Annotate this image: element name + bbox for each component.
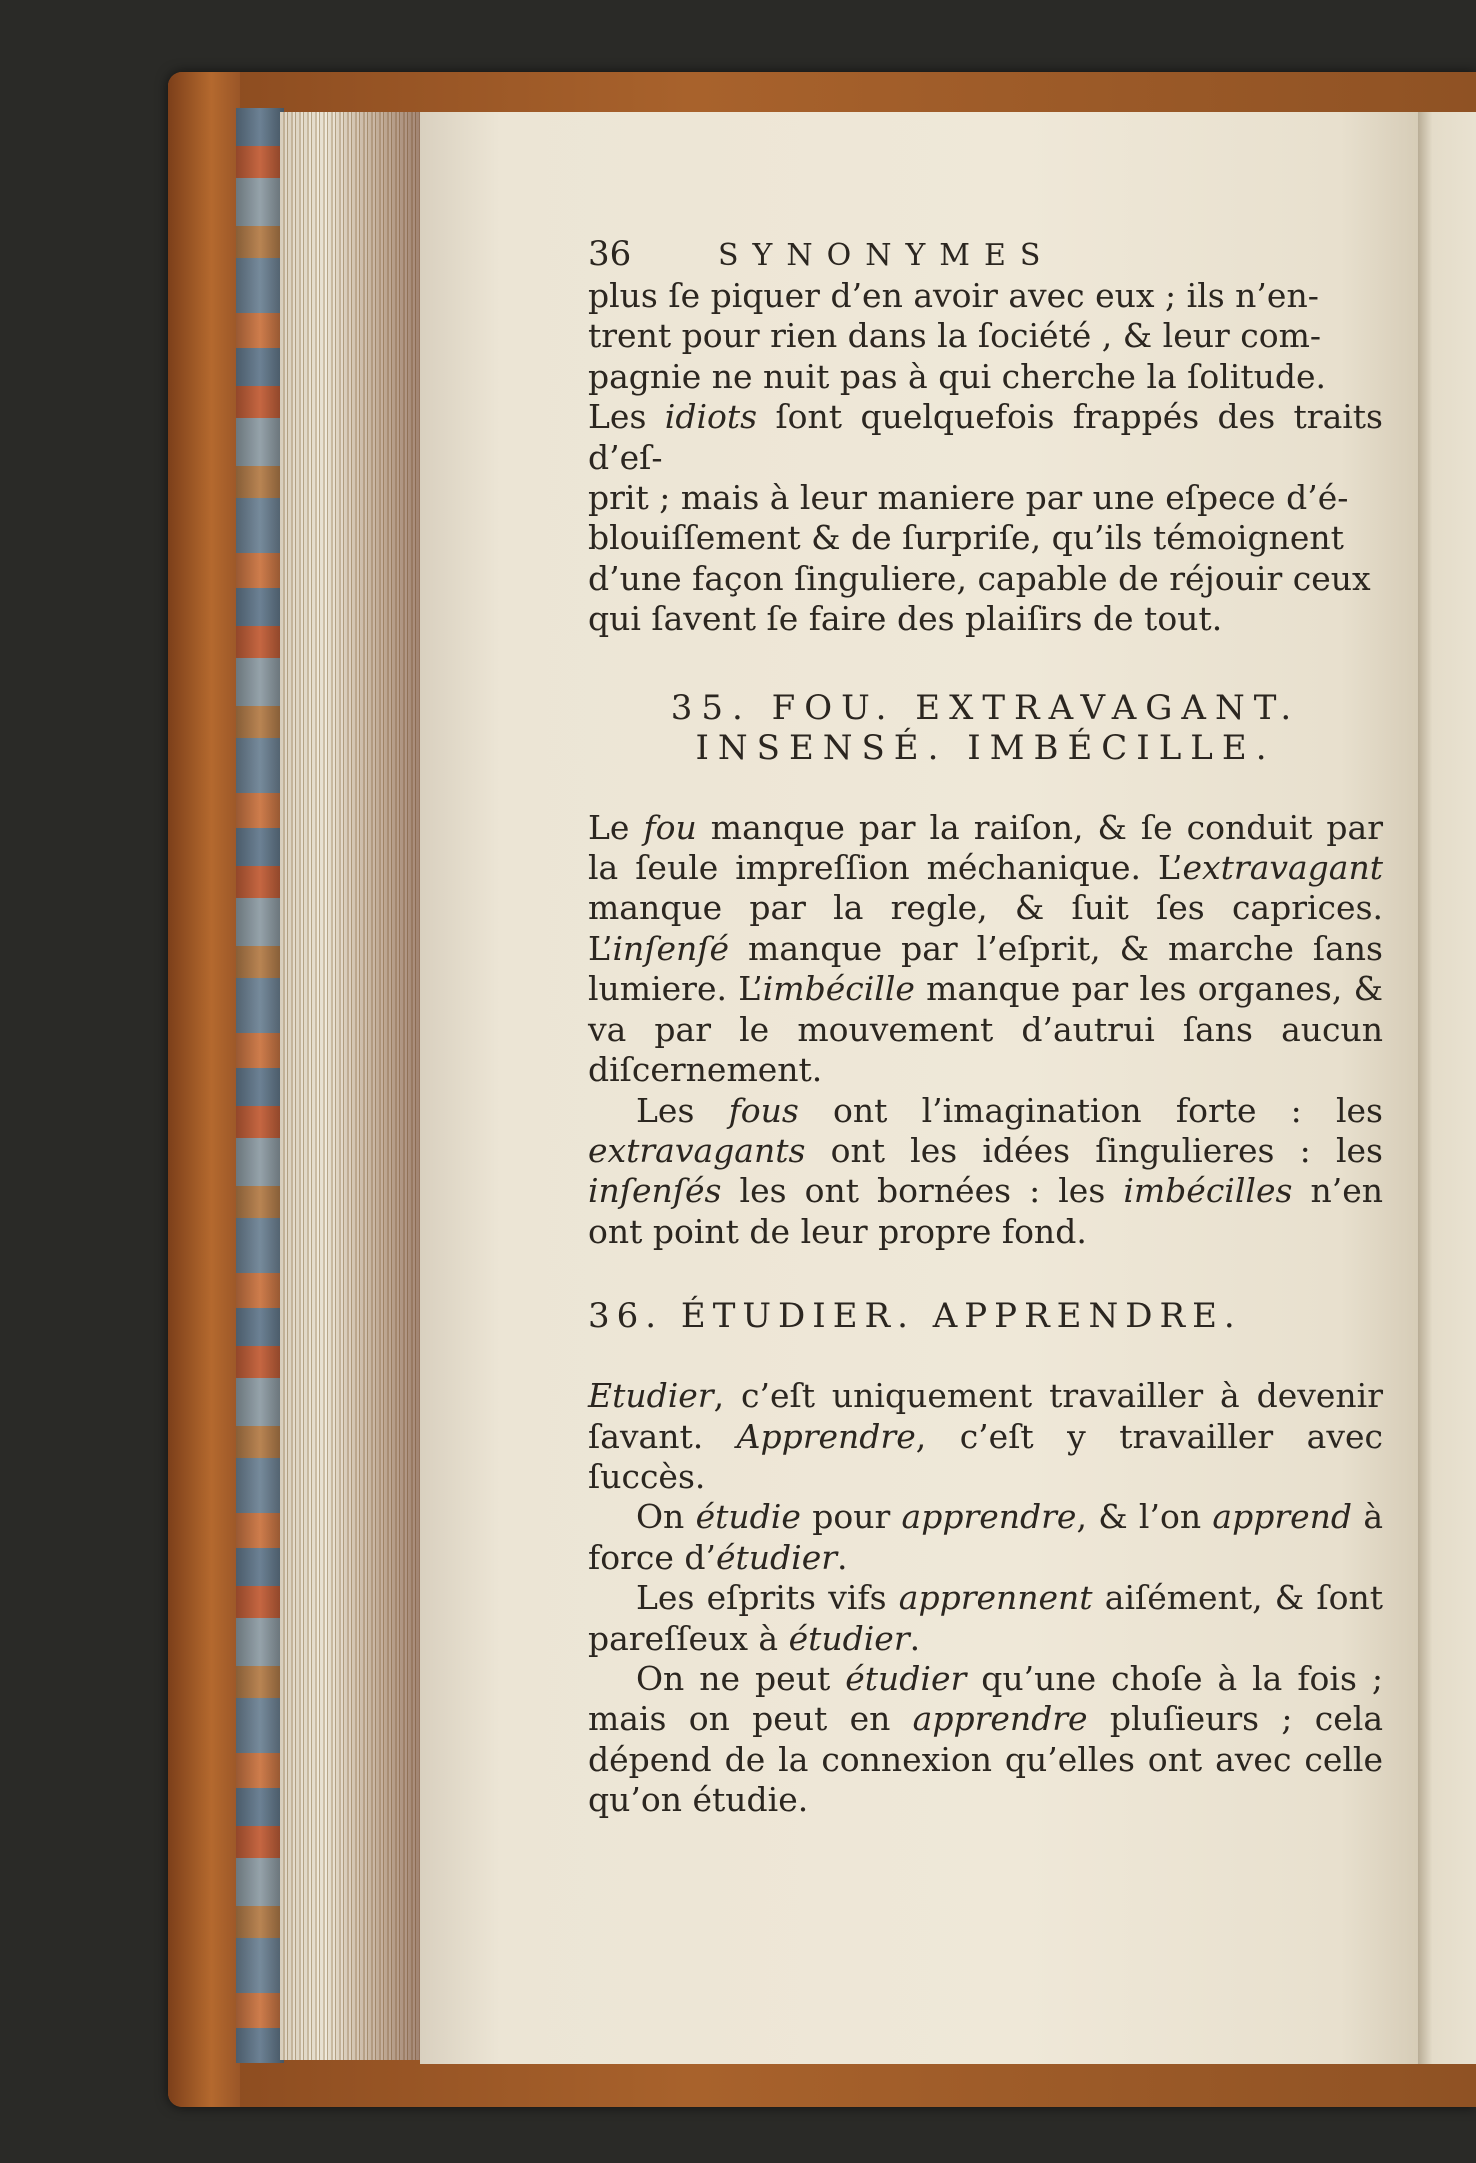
text-run: Le [588, 807, 644, 847]
text-line: pagnie ne nuit pas à qui cherche la ſolitude. [588, 356, 1327, 396]
text-run: , c’eſt uniquement travailler à devenir ſavant. [588, 1376, 1383, 1456]
italic-term: extravagant [1182, 848, 1383, 888]
italic-term: apprennent [898, 1578, 1093, 1618]
section-36-paragraph-4 [588, 1659, 1383, 1821]
italic-term: fou [643, 807, 697, 847]
italic-term: inſenſés [588, 1171, 722, 1211]
section-35-paragraph-2 [588, 1091, 1383, 1253]
text-run: Les [588, 397, 665, 437]
text-line: blouiſſement & de ſurpriſe, qu’ils témoignent [588, 518, 1344, 558]
text-run: Les eſprits vifs [636, 1578, 899, 1618]
italic-term: étudier [845, 1658, 967, 1698]
text-run: pluſieurs ; cela dépend de la connexion qu’elles ont avec celle qu’on étudie. [588, 1699, 1383, 1820]
text-run: à force d’ [588, 1497, 1383, 1577]
text-run: ſont quelquefois frappés des traits d’eſ- [588, 397, 1383, 477]
section-36-paragraph-1 [588, 1376, 1383, 1497]
italic-term: imbécilles [1123, 1171, 1293, 1211]
text-line: plus ſe piquer d’en avoir avec eux ; ils n’en- [588, 276, 1319, 315]
text-run: . [837, 1537, 848, 1577]
page-number: 36 [588, 234, 632, 274]
italic-term: inſenſé [612, 928, 730, 968]
text-run: qu’une choſe à la fois ; mais on peut en [588, 1658, 1383, 1739]
section-36-paragraph-3 [588, 1578, 1383, 1659]
running-header [588, 234, 1383, 274]
endpaper-shade [236, 108, 284, 2063]
text-run: les ont bornées : les [721, 1171, 1124, 1211]
text-run: manque par les organes, & va par le mouvement d’autrui ſans aucun diſcernement. [588, 969, 1383, 1090]
section-35-paragraph-1 [588, 808, 1383, 1091]
book-spine-edge [168, 72, 240, 2107]
italic-term: fous [728, 1090, 799, 1130]
intro-paragraph [588, 276, 1383, 640]
text-run: . [909, 1618, 921, 1658]
text-run: pour [800, 1497, 902, 1537]
text-line: d’une façon ſinguliere, capable de réjouir ceux [588, 558, 1371, 598]
page-edges-shade [280, 112, 428, 2060]
text-run: manque par la raiſon, & ſe conduit par la ſeule impreſſion méchanique. L’ [588, 807, 1384, 888]
text-line: prit ; mais à leur maniere par une eſpece d’é- [588, 478, 1349, 518]
italic-term: apprendre [912, 1699, 1088, 1739]
text-run: manque par la regle, & ſuit ſes caprices. L’ [588, 888, 1383, 968]
text-line [588, 397, 1383, 478]
italic-term: étudier [715, 1537, 838, 1577]
text-run: On ne peut [636, 1658, 846, 1698]
section-36-paragraph-2 [588, 1497, 1383, 1578]
italic-term: apprendre [901, 1497, 1077, 1537]
text-run: Les [636, 1090, 729, 1130]
text-line: trent pour rien dans la ſociété , & leur com- [588, 316, 1322, 356]
facing-page-edge [1418, 112, 1476, 2064]
text-run: , & l’on [1076, 1497, 1213, 1537]
text-run: ont les idées ſingulieres : les [805, 1130, 1383, 1170]
section-36-heading: 36. ÉTUDIER. APPRENDRE. [588, 1296, 1242, 1337]
page-text [588, 234, 1383, 1821]
section-35-heading [588, 688, 1383, 768]
text-run: On [636, 1497, 696, 1537]
italic-term: extravagants [588, 1130, 806, 1170]
italic-term: idiots [664, 397, 758, 437]
text-run: n’en ont point de leur propre fond. [588, 1171, 1383, 1251]
text-run: , c’eſt y travailler avec ſuccès. [588, 1416, 1383, 1496]
italic-term: Etudier [588, 1376, 714, 1416]
heading-line: 35. FOU. EXTRAVAGANT. [670, 687, 1301, 728]
text-run: aiſément, & ſont pareſſeux à [588, 1578, 1383, 1658]
italic-term: étudier [788, 1618, 910, 1658]
running-title: SYNONYMES [718, 238, 1055, 273]
text-run: manque par l’eſprit, & marche ſans lumiere. L’ [588, 928, 1383, 1009]
italic-term: apprend [1212, 1497, 1353, 1537]
italic-term: imbécille [762, 969, 915, 1009]
italic-term: étudie [695, 1497, 801, 1537]
text-run: ont l’imagination forte : les [798, 1090, 1383, 1130]
heading-line: INSENSÉ. IMBÉCILLE. [695, 727, 1276, 768]
text-line: qui ſavent ſe faire des plaiſirs de tout. [588, 599, 1223, 639]
italic-term: Apprendre [736, 1416, 916, 1456]
